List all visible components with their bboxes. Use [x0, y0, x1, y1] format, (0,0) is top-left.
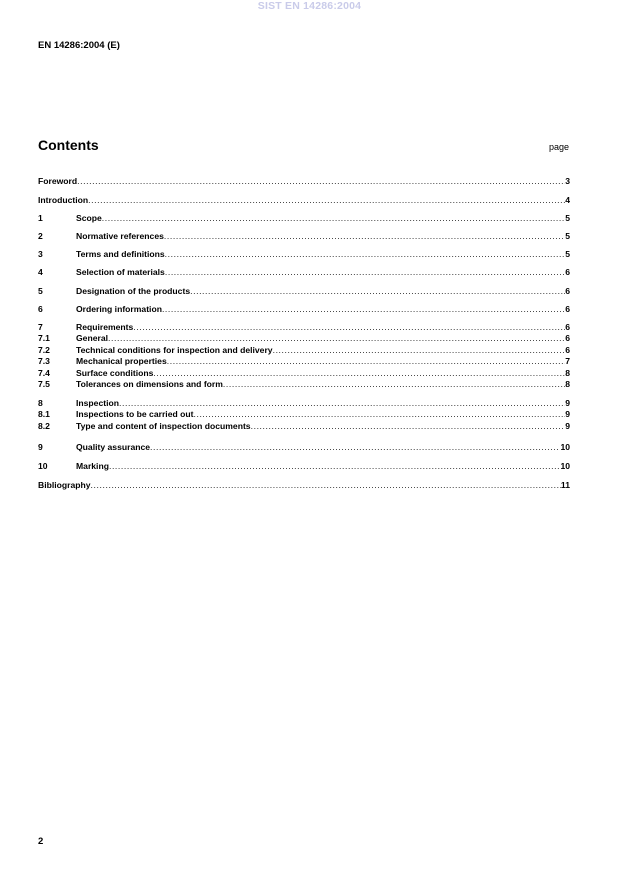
toc-entry-normative-references[interactable]: [38, 231, 570, 242]
toc-entry-title: Terms and definitions: [76, 249, 165, 259]
toc-entry-title: General: [76, 333, 109, 343]
toc-entry-surface-conditions[interactable]: [38, 368, 570, 379]
page-number: 2: [38, 836, 44, 847]
toc-entry-title: Ordering information: [76, 304, 162, 314]
toc-entry-page: 6: [565, 322, 570, 332]
toc-entry-general[interactable]: [38, 333, 570, 344]
toc-entry-number: 7.4: [38, 368, 50, 378]
toc-entry-mechanical-properties[interactable]: [38, 356, 570, 367]
toc-entry-page: 8: [565, 368, 570, 378]
toc-entry-title: Inspections to be carried out: [76, 409, 194, 419]
toc-entry-page: 11: [560, 480, 570, 490]
dot-leader: [193, 409, 565, 420]
toc-entry-title: Surface conditions: [76, 368, 154, 378]
toc-entry-number: 7: [38, 322, 43, 332]
toc-entry-page: 6: [565, 286, 570, 296]
toc-entry-number: 1: [38, 213, 43, 223]
toc-entry-title: Normative references: [76, 231, 164, 241]
toc-entry-page: 6: [565, 267, 570, 277]
toc-entry-page: 9: [565, 398, 570, 408]
toc-entry-foreword[interactable]: [38, 176, 570, 187]
dot-leader: [162, 304, 565, 315]
toc-entry-title: Technical conditions for inspection and delivery: [76, 345, 273, 355]
toc-entry-page: 5: [565, 231, 570, 241]
dot-leader: [251, 421, 566, 432]
toc-entry-number: 2: [38, 231, 43, 241]
toc-entry-title: Bibliography: [38, 480, 91, 490]
toc-entry-selection-of-materials[interactable]: [38, 267, 570, 278]
toc-entry-technical-conditions[interactable]: [38, 345, 570, 356]
toc-entry-page: 5: [565, 249, 570, 259]
dot-leader: [88, 195, 565, 206]
toc-entry-page: 9: [565, 409, 570, 419]
toc-entry-number: 8: [38, 398, 43, 408]
page-column-label: page: [548, 142, 569, 152]
dot-leader: [109, 461, 560, 472]
toc-entry-page: 8: [565, 379, 570, 389]
toc-entry-title: Designation of the products: [76, 286, 191, 296]
dot-leader: [167, 356, 565, 367]
dot-leader: [164, 231, 565, 242]
toc-entry-page: 4: [565, 195, 570, 205]
toc-entry-page: 10: [560, 461, 570, 471]
toc-entry-number: 6: [38, 304, 43, 314]
dot-leader: [165, 267, 565, 278]
toc-entry-title: Tolerances on dimensions and form: [76, 379, 223, 389]
toc-entry-tolerances[interactable]: [38, 379, 570, 390]
dot-leader: [165, 249, 566, 260]
toc-entry-number: 10: [38, 461, 48, 471]
dot-leader: [150, 442, 560, 453]
toc-entry-title: Mechanical properties: [76, 356, 167, 366]
toc-entry-title: Inspection: [76, 398, 119, 408]
toc-entry-number: 7.1: [38, 333, 50, 343]
dot-leader: [190, 286, 565, 297]
toc-entry-inspection[interactable]: [38, 398, 570, 409]
document-id: EN 14286:2004 (E): [38, 40, 120, 51]
toc-entry-title: Requirements: [76, 322, 134, 332]
toc-entry-page: 7: [565, 356, 570, 366]
dot-leader: [91, 480, 561, 491]
toc-entry-designation-of-products[interactable]: [38, 286, 570, 297]
toc-entry-title: Type and content of inspection documents: [76, 421, 251, 431]
toc-entry-page: 6: [565, 304, 570, 314]
toc-entry-page: 3: [565, 176, 570, 186]
toc-entry-title: Foreword: [38, 176, 78, 186]
toc-entry-number: 8.1: [38, 409, 50, 419]
toc-entry-title: Scope: [76, 213, 102, 223]
watermark: SIST EN 14286:2004: [257, 0, 362, 12]
dot-leader: [133, 322, 565, 333]
toc-entry-number: 7.2: [38, 345, 50, 355]
toc-entry-number: 9: [38, 442, 43, 452]
toc-entry-title: Marking: [76, 461, 109, 471]
toc-entry-quality-assurance[interactable]: [38, 442, 570, 453]
toc-entry-title: Quality assurance: [76, 442, 151, 452]
toc-entry-number: 8.2: [38, 421, 50, 431]
dot-leader: [273, 345, 566, 356]
toc-entry-title: Introduction: [38, 195, 89, 205]
toc-entry-ordering-information[interactable]: [38, 304, 570, 315]
toc-entry-introduction[interactable]: [38, 195, 570, 206]
toc-entry-terms-and-definitions[interactable]: [38, 249, 570, 260]
toc-entry-scope[interactable]: [38, 213, 570, 224]
dot-leader: [102, 213, 565, 224]
toc-entry-bibliography[interactable]: [38, 480, 570, 491]
toc-entry-inspections-to-be-carried-out[interactable]: [38, 409, 570, 420]
toc-entry-number: 7.5: [38, 379, 50, 389]
toc-entry-inspection-documents[interactable]: [38, 421, 570, 432]
contents-title: Contents: [38, 137, 99, 153]
dot-leader: [223, 379, 565, 390]
toc-entry-number: 5: [38, 286, 43, 296]
toc-entry-marking[interactable]: [38, 461, 570, 472]
dot-leader: [153, 368, 565, 379]
toc-entry-number: 7.3: [38, 356, 50, 366]
dot-leader: [77, 176, 565, 187]
toc-entry-page: 9: [565, 421, 570, 431]
toc-entry-requirements[interactable]: [38, 322, 570, 333]
toc-entry-page: 5: [565, 213, 570, 223]
toc-entry-number: 3: [38, 249, 43, 259]
toc-entry-title: Selection of materials: [76, 267, 165, 277]
toc-entry-number: 4: [38, 267, 43, 277]
toc-entry-page: 10: [560, 442, 570, 452]
dot-leader: [119, 398, 565, 409]
toc-entry-page: 6: [565, 345, 570, 355]
dot-leader: [108, 333, 565, 344]
toc-entry-page: 6: [565, 333, 570, 343]
